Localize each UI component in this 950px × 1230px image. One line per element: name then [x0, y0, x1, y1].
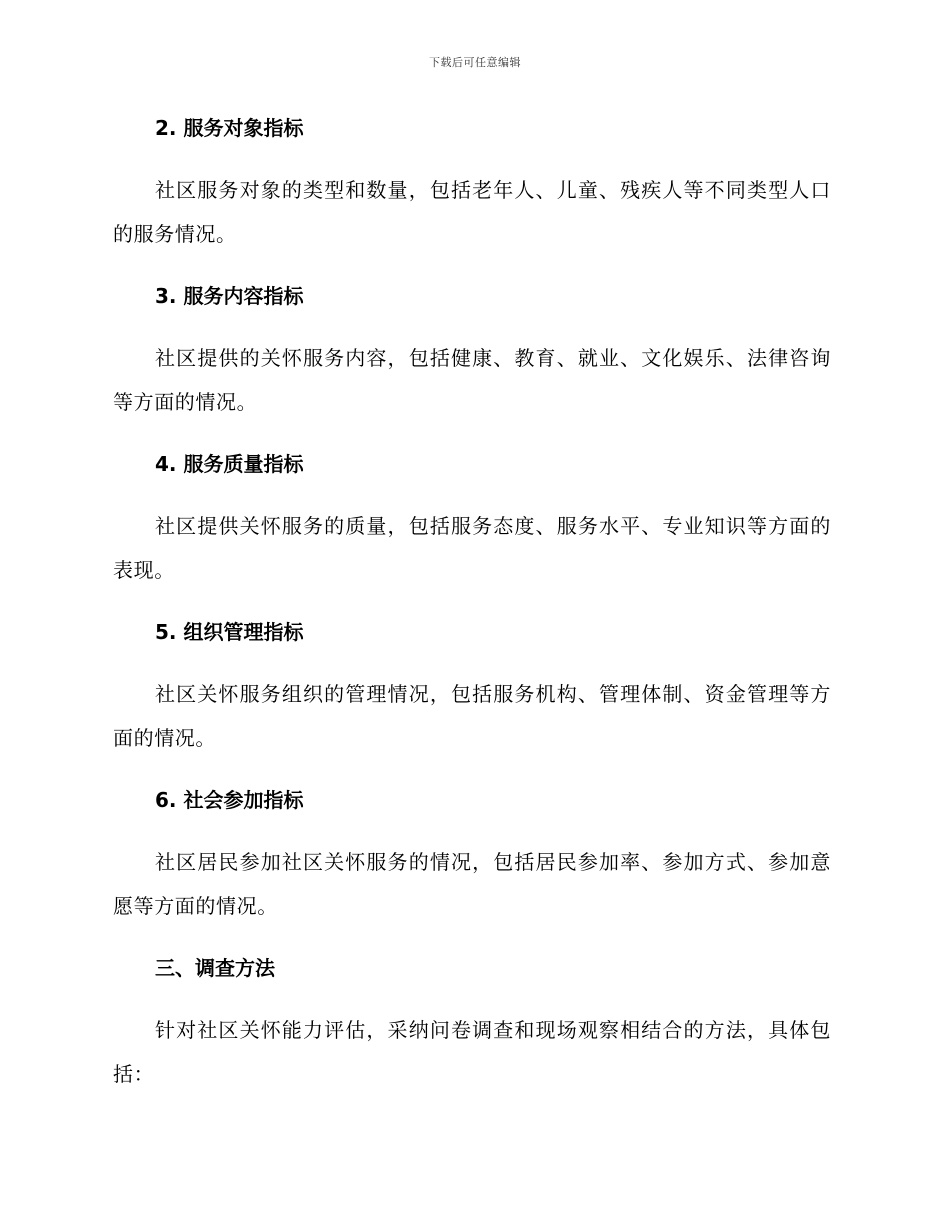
- document-body: [113, 112, 831, 1096]
- section-heading-service-quality: 4. 服务质量指标: [155, 452, 304, 476]
- section-text-service-targets: 社区服务对象的类型和数量，包括老年人、儿童、残疾人等不同类型人口的服务情况。: [113, 178, 831, 246]
- section-text-org-management: 社区关怀服务组织的管理情况，包括服务机构、管理体制、资金管理等方面的情况。: [113, 682, 831, 750]
- section-heading-service-targets: 2. 服务对象指标: [155, 116, 304, 140]
- section-text-service-content: 社区提供的关怀服务内容，包括健康、教育、就业、文化娱乐、法律咨询等方面的情况。: [113, 346, 831, 414]
- section-heading-service-content: 3. 服务内容指标: [155, 284, 304, 308]
- section-text-service-quality: 社区提供关怀服务的质量，包括服务态度、服务水平、专业知识等方面的表现。: [113, 514, 831, 582]
- header-note: 下载后可任意编辑: [429, 56, 521, 69]
- section-text-social-participation: 社区居民参加社区关怀服务的情况，包括居民参加率、参加方式、参加意愿等方面的情况。: [113, 850, 831, 918]
- section-heading-survey-method: 三、调查方法: [155, 956, 275, 980]
- section-text-survey-method: 针对社区关怀能力评估，采纳问卷调查和现场观察相结合的方法，具体包括：: [113, 1018, 831, 1086]
- section-heading-social-participation: 6. 社会参加指标: [155, 788, 304, 812]
- section-heading-org-management: 5. 组织管理指标: [155, 620, 304, 644]
